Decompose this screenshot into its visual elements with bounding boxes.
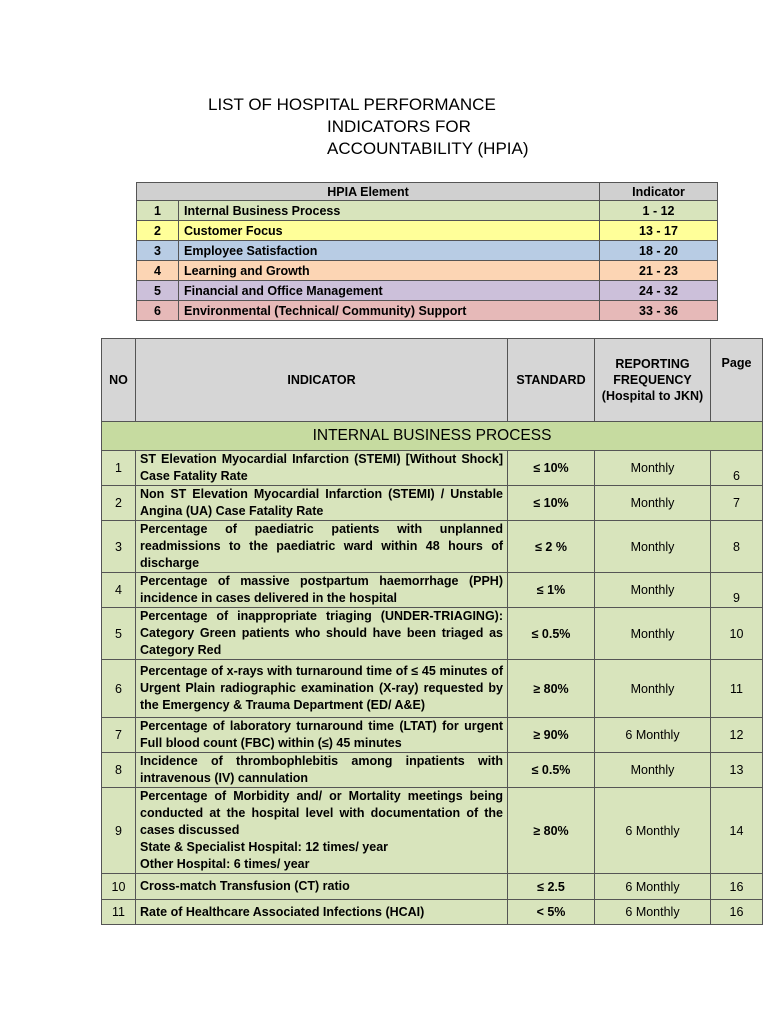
indicator-text: ST Elevation Myocardial Infarction (STEMI) [Without Shock] Case Fatality Rate	[140, 452, 503, 483]
indicator-number: 4	[102, 573, 136, 608]
indicator-table	[101, 338, 763, 925]
indicator-row	[102, 900, 763, 925]
indicator-text: Incidence of thrombophlebitis among inpatients with intravenous (IV) cannulation	[140, 754, 503, 785]
indicator-row	[102, 521, 763, 573]
indicator-page: 10	[711, 608, 763, 660]
indicator-number: 3	[102, 521, 136, 573]
indicator-description	[136, 753, 508, 788]
header-standard: STANDARD	[508, 339, 595, 422]
section-row	[102, 422, 763, 451]
indicator-note: Other Hospital: 6 times/ year	[140, 857, 310, 871]
elem-row-range: 33 - 36	[600, 301, 718, 321]
indicator-row	[102, 573, 763, 608]
elem-row-number: 2	[137, 221, 179, 241]
indicator-frequency: Monthly	[595, 521, 711, 573]
indicator-text: Percentage of laboratory turnaround time (LTAT) for urgent Full blood count (FBC) within (≤) 45 minutes	[140, 719, 503, 750]
indicator-description	[136, 900, 508, 925]
indicator-standard: ≥ 90%	[508, 718, 595, 753]
elem-row-number: 3	[137, 241, 179, 261]
indicator-frequency: Monthly	[595, 753, 711, 788]
indicator-page: 16	[711, 874, 763, 900]
indicator-page: 7	[711, 486, 763, 521]
indicator-page: 12	[711, 718, 763, 753]
indicator-number: 10	[102, 874, 136, 900]
indicator-page: 8	[711, 521, 763, 573]
indicator-row	[102, 718, 763, 753]
indicator-description	[136, 573, 508, 608]
indicator-row	[102, 451, 763, 486]
indicator-page: 11	[711, 660, 763, 718]
hpia-element-table	[136, 182, 718, 321]
indicator-frequency: Monthly	[595, 608, 711, 660]
indicator-number: 7	[102, 718, 136, 753]
indicator-page: 9	[711, 573, 763, 608]
elem-row-range: 24 - 32	[600, 281, 718, 301]
indicator-frequency: Monthly	[595, 486, 711, 521]
elem-row-name: Learning and Growth	[179, 261, 600, 281]
indicator-text: Cross-match Transfusion (CT) ratio	[140, 879, 350, 893]
indicator-number: 1	[102, 451, 136, 486]
elem-row	[137, 301, 718, 321]
indicator-row	[102, 486, 763, 521]
indicator-row	[102, 874, 763, 900]
elem-row-range: 13 - 17	[600, 221, 718, 241]
indicator-text: Percentage of x-rays with turnaround time of ≤ 45 minutes of Urgent Plain radiographic examination (X-ray) requested by the Emergency & Trauma Department (ED/ A&E)	[140, 664, 503, 712]
indicator-number: 9	[102, 788, 136, 874]
elem-header-indicator: Indicator	[600, 183, 718, 201]
indicator-row	[102, 753, 763, 788]
elem-row-range: 21 - 23	[600, 261, 718, 281]
elem-header-element: HPIA Element	[137, 183, 600, 201]
indicator-text: Percentage of paediatric patients with unplanned readmissions to the paediatric ward within 48 hours of discharge	[140, 522, 503, 570]
elem-row-range: 18 - 20	[600, 241, 718, 261]
indicator-number: 11	[102, 900, 136, 925]
indicator-description	[136, 718, 508, 753]
indicator-standard: ≥ 80%	[508, 788, 595, 874]
indicator-note: State & Specialist Hospital: 12 times/ year	[140, 840, 389, 854]
indicator-number: 2	[102, 486, 136, 521]
document-title-line-1: LIST OF HOSPITAL PERFORMANCE	[208, 95, 496, 114]
indicator-table-header	[102, 339, 763, 422]
indicator-frequency: 6 Monthly	[595, 900, 711, 925]
elem-row	[137, 201, 718, 221]
elem-row-name: Internal Business Process	[179, 201, 600, 221]
elem-table-header	[137, 183, 718, 201]
indicator-page: 16	[711, 900, 763, 925]
elem-row-name: Customer Focus	[179, 221, 600, 241]
elem-row-name: Employee Satisfaction	[179, 241, 600, 261]
indicator-text: Non ST Elevation Myocardial Infarction (STEMI) / Unstable Angina (UA) Case Fatality Rate	[140, 487, 503, 518]
elem-row-number: 1	[137, 201, 179, 221]
indicator-text: Percentage of massive postpartum haemorrhage (PPH) incidence in cases delivered in the hospital	[140, 574, 503, 605]
indicator-text: Rate of Healthcare Associated Infections (HCAI)	[140, 904, 425, 919]
indicator-standard: ≤ 10%	[508, 451, 595, 486]
indicator-text: Percentage of inappropriate triaging (UNDER-TRIAGING): Category Green patients who should have been triaged as Category Red	[140, 609, 503, 657]
indicator-frequency: 6 Monthly	[595, 718, 711, 753]
elem-row-range: 1 - 12	[600, 201, 718, 221]
elem-row-number: 4	[137, 261, 179, 281]
indicator-page: 14	[711, 788, 763, 874]
indicator-number: 5	[102, 608, 136, 660]
elem-row	[137, 261, 718, 281]
header-indicator: INDICATOR	[136, 339, 508, 422]
indicator-standard: < 5%	[508, 900, 595, 925]
indicator-row	[102, 660, 763, 718]
indicator-standard: ≤ 10%	[508, 486, 595, 521]
elem-row-name: Environmental (Technical/ Community) Support	[179, 301, 600, 321]
elem-row	[137, 281, 718, 301]
indicator-standard: ≤ 2.5	[508, 874, 595, 900]
indicator-row	[102, 788, 763, 874]
indicator-page: 6	[711, 451, 763, 486]
indicator-description	[136, 521, 508, 573]
indicator-frequency: Monthly	[595, 451, 711, 486]
header-frequency: REPORTING FREQUENCY (Hospital to JKN)	[595, 339, 711, 422]
indicator-description	[136, 451, 508, 486]
elem-row	[137, 241, 718, 261]
elem-row-number: 5	[137, 281, 179, 301]
indicator-number: 8	[102, 753, 136, 788]
indicator-page: 13	[711, 753, 763, 788]
indicator-row	[102, 608, 763, 660]
indicator-standard: ≤ 0.5%	[508, 753, 595, 788]
header-page: Page	[711, 339, 763, 422]
elem-row	[137, 221, 718, 241]
section-title: INTERNAL BUSINESS PROCESS	[102, 422, 763, 451]
indicator-description	[136, 486, 508, 521]
indicator-standard: ≥ 80%	[508, 660, 595, 718]
elem-row-name: Financial and Office Management	[179, 281, 600, 301]
indicator-standard: ≤ 0.5%	[508, 608, 595, 660]
document-title-line-3: ACCOUNTABILITY (HPIA)	[327, 139, 529, 158]
indicator-text: Percentage of Morbidity and/ or Mortality meetings being conducted at the hospital level with documentation of the cases discussed	[140, 789, 503, 837]
elem-row-number: 6	[137, 301, 179, 321]
indicator-frequency: 6 Monthly	[595, 788, 711, 874]
indicator-number: 6	[102, 660, 136, 718]
indicator-description	[136, 660, 508, 718]
indicator-description	[136, 608, 508, 660]
indicator-description	[136, 874, 508, 900]
document-title-line-2: INDICATORS FOR	[327, 117, 471, 136]
header-no: NO	[102, 339, 136, 422]
indicator-frequency: 6 Monthly	[595, 874, 711, 900]
indicator-standard: ≤ 1%	[508, 573, 595, 608]
indicator-description	[136, 788, 508, 874]
indicator-standard: ≤ 2 %	[508, 521, 595, 573]
indicator-frequency: Monthly	[595, 660, 711, 718]
indicator-frequency: Monthly	[595, 573, 711, 608]
